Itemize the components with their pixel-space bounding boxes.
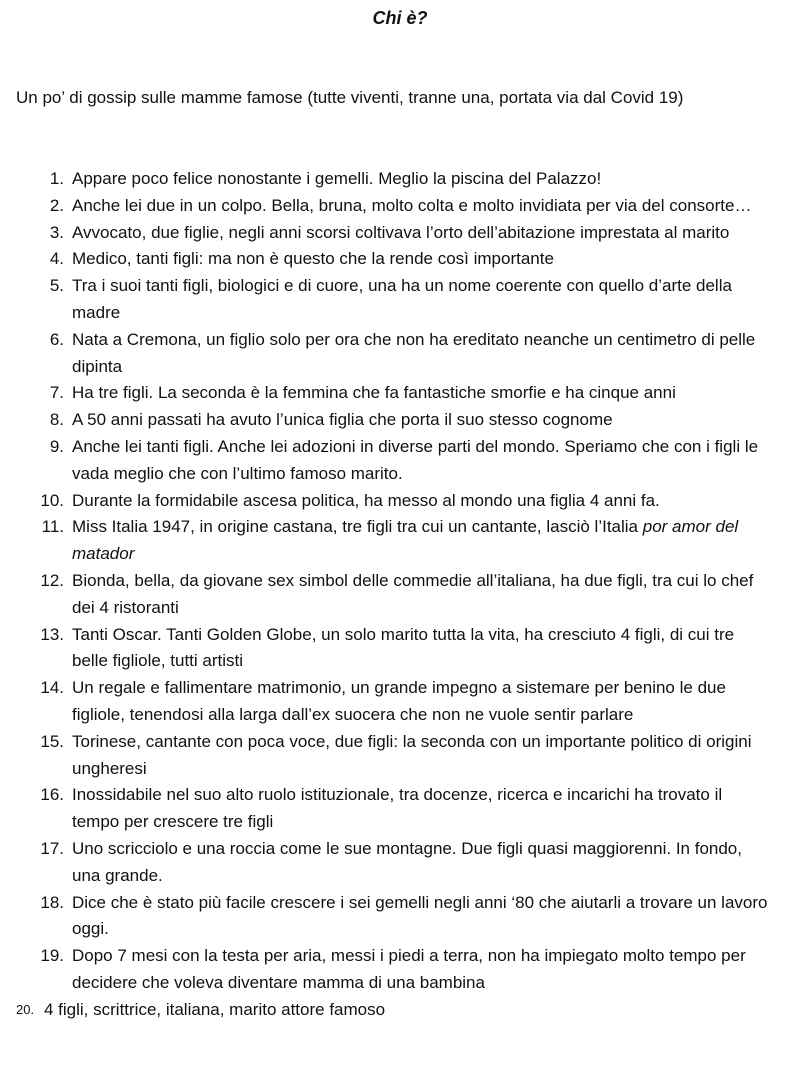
item-number: 15. [40, 731, 64, 751]
item-number: 8. [49, 410, 64, 430]
item-text: Uno scricciolo e una roccia come le sue montagne. Due figli quasi maggiorenni. In fondo, una grande. [72, 838, 742, 885]
item-text: Durante la formidabile ascesa politica, ha messo al mondo una figlia 4 anni fa. [72, 490, 660, 510]
list-item [0, 273, 772, 327]
list-item [0, 622, 772, 676]
list-item [0, 729, 772, 783]
list-item [0, 782, 772, 836]
item-text: A 50 anni passati ha avuto l’unica figlia che porta il suo stesso cognome [72, 410, 613, 430]
item-number: 12. [40, 570, 64, 590]
item-text: Tra i suoi tanti figli, biologici e di cuore, una ha un nome coerente con quello d’arte della madre [72, 276, 732, 322]
item-text: Avvocato, due figlie, negli anni scorsi coltivava l’orto dell’abitazione imprestata al marito [72, 222, 730, 242]
item-number: 16. [40, 785, 64, 805]
item-number: 17. [40, 838, 64, 858]
item-number: 4. [49, 249, 64, 269]
item-number: 13. [40, 624, 64, 644]
list-item [0, 407, 772, 434]
item-text: Anche lei tanti figli. Anche lei adozioni in diverse parti del mondo. Speriamo che con i figli le vada meglio che con l’ultimo famoso marito. [72, 436, 759, 483]
page-subtitle: Un po’ di gossip sulle mamme famose (tutte viventi, tranne una, portata via dal Covid 19) [16, 88, 684, 107]
item-text: Appare poco felice nonostante i gemelli. Meglio la piscina del Palazzo! [72, 169, 602, 188]
item-text: Ha tre figli. La seconda è la femmina che fa fantastiche smorfie e ha cinque anni [72, 383, 676, 403]
list-item [0, 434, 772, 488]
item-text: Anche lei due in un colpo. Bella, bruna, molto colta e molto invidiata per via del consorte… [72, 195, 752, 215]
list-item [0, 220, 772, 247]
item-number: 20. [16, 1001, 35, 1017]
item-number: 2. [49, 195, 64, 215]
item-text: Torinese, cantante con poca voce, due figli: la seconda con un importante politico di origini ungheresi [72, 731, 752, 778]
list-item [0, 675, 772, 729]
list-item [0, 997, 744, 1024]
item-number: 3. [49, 222, 64, 242]
item-text-italic: por amor del matador [72, 517, 739, 564]
question-list [0, 166, 800, 1024]
item-text: Medico, tanti figli: ma non è questo che la rende così importante [72, 249, 554, 269]
item-number: 11. [41, 517, 64, 537]
item-number: 6. [49, 329, 64, 349]
list-item [0, 380, 772, 407]
item-text: 4 figli, scrittrice, italiana, marito attore famoso [44, 999, 386, 1019]
item-text: Tanti Oscar. Tanti Golden Globe, un solo marito tutta la vita, ha cresciuto 4 figli, di cui tre belle figliole, tutti artisti [72, 624, 735, 671]
item-number: 14. [40, 678, 64, 698]
list-item [0, 193, 772, 220]
page-title: Chi è? [372, 8, 428, 28]
list-item [0, 488, 772, 515]
list-item [0, 568, 772, 622]
list-item [0, 514, 772, 568]
item-number: 5. [49, 276, 64, 296]
item-text: Bionda, bella, da giovane sex simbol delle commedie all’italiana, ha due figli, tra cui lo chef dei 4 ristoranti [72, 570, 754, 617]
item-number: 19. [40, 946, 64, 966]
item-number: 1. [49, 169, 64, 188]
list-item [0, 246, 772, 273]
item-text: Inossidabile nel suo alto ruolo istituzionale, tra docenze, ricerca e incarichi ha trovato il tempo per crescere tre figli [72, 785, 723, 832]
item-number: 18. [40, 892, 64, 912]
item-text: Nata a Cremona, un figlio solo per ora che non ha ereditato neanche un centimetro di pelle dipinta [72, 329, 756, 376]
item-number: 10. [40, 490, 64, 510]
list-item [0, 890, 772, 944]
item-text: Dice che è stato più facile crescere i sei gemelli negli anni ‘80 che aiutarli a trovare un lavoro oggi. [72, 892, 768, 939]
list-item [0, 166, 772, 193]
list-item [0, 327, 772, 381]
item-number: 7. [49, 383, 64, 403]
list-item [0, 943, 772, 997]
item-text: Un regale e fallimentare matrimonio, un grande impegno a sistemare per benino le due figliole, tenendosi alla larga dall’ex suocera che non ne vuole sentir parlare [72, 678, 726, 724]
item-number: 9. [49, 436, 64, 456]
list-item [0, 836, 772, 890]
item-text: Dopo 7 mesi con la testa per aria, messi i piedi a terra, non ha impiegato molto tempo per decidere che voleva diventare mamma di una bambina [72, 946, 746, 992]
item-text: Miss Italia 1947, in origine castana, tre figli tra cui un cantante, lasciò l’Italia [72, 517, 643, 537]
